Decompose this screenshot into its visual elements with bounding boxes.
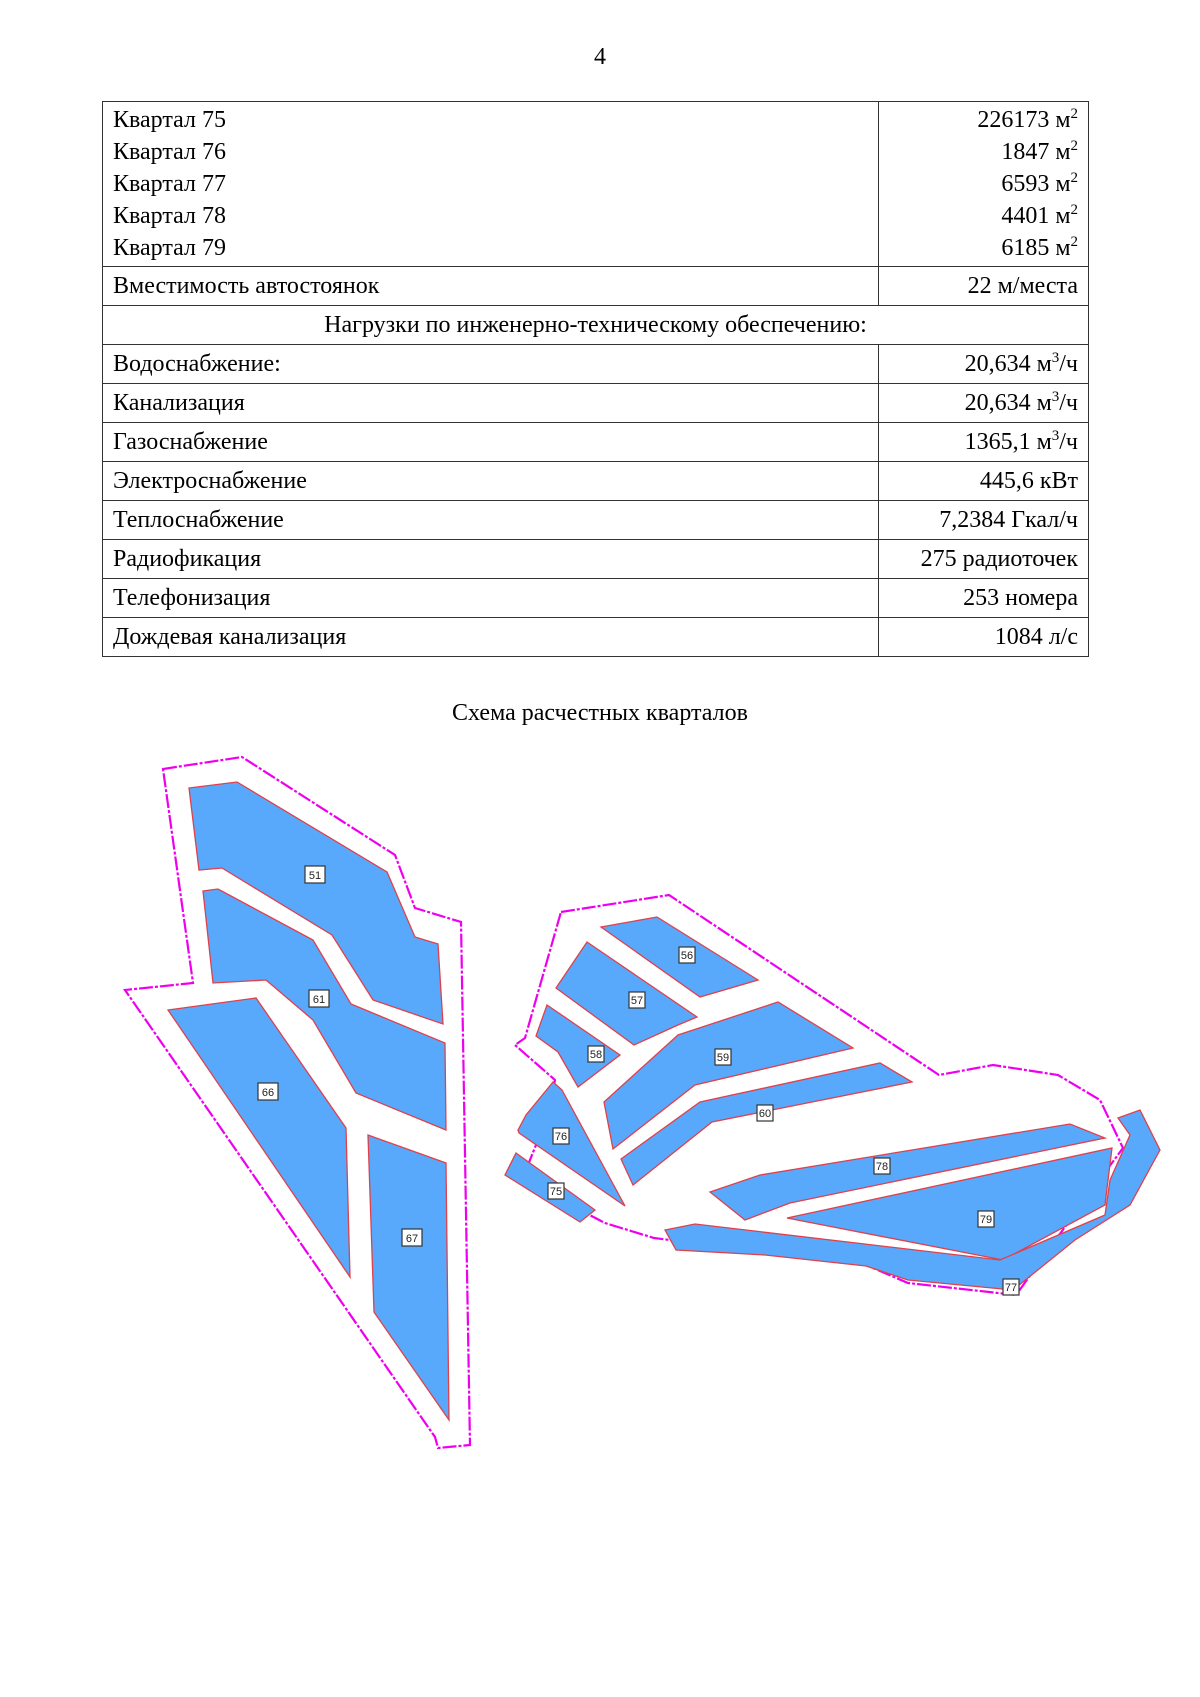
quarter-area: 6593 $м^2$ bbox=[1001, 170, 1078, 197]
svg-text:77: 77 bbox=[1004, 1282, 1018, 1294]
label-61 bbox=[309, 990, 329, 1007]
section-title: Нагрузки по инженерно-техническому обеспечению: bbox=[103, 306, 1089, 345]
label-56 bbox=[679, 947, 695, 963]
label-60 bbox=[757, 1105, 773, 1121]
svg-text:61: 61 bbox=[312, 994, 326, 1006]
load-row: Водоснабжение: 20,634 $м^3/ч$ bbox=[103, 345, 1089, 384]
label-58 bbox=[588, 1046, 604, 1062]
quarter-area: 6185 $м^2$ bbox=[1001, 234, 1078, 261]
svg-text:58: 58 bbox=[589, 1049, 603, 1061]
label-51 bbox=[305, 866, 325, 883]
label-59 bbox=[715, 1049, 731, 1065]
svg-text:75: 75 bbox=[549, 1186, 563, 1198]
svg-text:51: 51 bbox=[308, 870, 322, 882]
load-row: Газоснабжение 1365,1 $м^3/ч$ bbox=[103, 423, 1089, 462]
svg-text:78: 78 bbox=[875, 1161, 889, 1173]
load-row: Теплоснабжение 7,2384 Гкал/ч bbox=[103, 501, 1089, 540]
svg-text:57: 57 bbox=[630, 995, 644, 1007]
svg-text:56: 56 bbox=[680, 950, 694, 962]
label-75 bbox=[548, 1183, 564, 1199]
load-row: Канализация 20,634 $м^3/ч$ bbox=[103, 384, 1089, 423]
svg-text:66: 66 bbox=[261, 1087, 275, 1099]
scheme-caption: Схема расчестных кварталов bbox=[452, 700, 748, 726]
quarter-label: Квартал 78 bbox=[113, 203, 226, 229]
label-76 bbox=[553, 1128, 569, 1144]
quarter-area: 1847 $м^2$ bbox=[1001, 138, 1078, 165]
label-67 bbox=[402, 1229, 422, 1246]
svg-text:59: 59 bbox=[716, 1052, 730, 1064]
load-row: Радиофикация 275 радиоточек bbox=[103, 540, 1089, 579]
quarter-67 bbox=[368, 1135, 449, 1420]
load-row: Дождевая канализация 1084 л/с bbox=[103, 618, 1089, 657]
label-78 bbox=[874, 1158, 890, 1174]
svg-text:79: 79 bbox=[979, 1214, 993, 1226]
label-77 bbox=[1003, 1279, 1019, 1295]
label-79 bbox=[978, 1211, 994, 1227]
quarter-label: Квартал 76 bbox=[113, 139, 226, 165]
label-57 bbox=[629, 992, 645, 1008]
svg-text:67: 67 bbox=[405, 1233, 419, 1245]
parking-value: 22 м/места bbox=[879, 267, 1089, 306]
label-66 bbox=[258, 1083, 278, 1100]
quarter-area: 226173 $м^2$ bbox=[977, 106, 1078, 133]
quarter-area: 4401 $м^2$ bbox=[1001, 202, 1078, 229]
parking-label: Вместимость автостоянок bbox=[103, 267, 879, 306]
quarter-label: Квартал 75 bbox=[113, 107, 226, 133]
quarter-label: Квартал 77 bbox=[113, 171, 226, 197]
quarter-label: Квартал 79 bbox=[113, 235, 226, 261]
quarter-66 bbox=[168, 998, 350, 1277]
load-row: Электроснабжение 445,6 кВт bbox=[103, 462, 1089, 501]
svg-text:76: 76 bbox=[554, 1131, 568, 1143]
page-number: 4 bbox=[594, 44, 606, 70]
load-row: Телефонизация 253 номера bbox=[103, 579, 1089, 618]
svg-text:60: 60 bbox=[758, 1108, 772, 1120]
